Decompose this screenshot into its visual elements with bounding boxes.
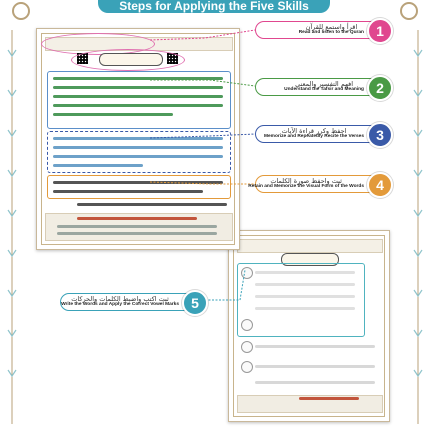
writing-line <box>255 283 355 286</box>
skill-english-text: Retain and Memorize the Visual Form of the Words <box>248 184 364 190</box>
left-border-ornament-icon <box>6 30 18 424</box>
verse-line <box>53 146 223 149</box>
writing-line <box>255 381 375 384</box>
verse-line <box>53 104 223 107</box>
skill-arabic-text: احفظ وكرر قراءة الآيات <box>281 126 347 135</box>
verse-line <box>53 77 223 80</box>
corner-ornament-icon <box>12 2 30 20</box>
verse-box-retain <box>47 175 231 199</box>
skill-english-text: Write the Words and Apply the Correct Vowel Marks <box>61 302 179 308</box>
writing-line <box>255 345 375 348</box>
verse-number-marker <box>241 361 253 373</box>
writing-line <box>255 307 355 310</box>
skill-arabic-text: ثبت واحفظ صورة الكلمات <box>270 176 342 185</box>
skill-arabic-text: اقرأ واستمع للقرآن <box>305 22 358 31</box>
verse-number-marker <box>241 341 253 353</box>
verse-line <box>53 95 223 98</box>
skill-number-badge: 2 <box>367 75 393 101</box>
skill-english-text: Read and listen to the Quran <box>298 30 364 36</box>
verse-line <box>53 164 143 167</box>
verse-number-marker <box>241 267 253 279</box>
writing-line <box>255 271 355 274</box>
skill-label-3 <box>255 125 385 143</box>
skill-english-text: Understand the Tafsir and Meaning <box>284 87 364 93</box>
banner-title: Steps for Applying the Five Skills <box>98 0 330 13</box>
skill-number-badge: 5 <box>182 290 208 316</box>
workbook-page-writing <box>228 230 390 422</box>
highlight-ring-qr <box>71 49 185 71</box>
footer-text-line <box>57 232 217 235</box>
skill-label-2 <box>255 78 385 96</box>
corner-ornament-icon <box>400 2 418 20</box>
skill-arabic-text: ثبت اكتب واضبط الكلمات والحركات <box>71 294 169 303</box>
writing-area-box <box>237 263 365 337</box>
verse-line <box>53 137 223 140</box>
verse-line <box>53 190 203 193</box>
verse-line <box>53 181 223 184</box>
skill-number-badge: 1 <box>367 18 393 44</box>
writing-line <box>255 365 375 368</box>
page-header-row <box>237 239 383 253</box>
verse-line <box>77 203 227 206</box>
skill-arabic-text: افهم التفسير والمعنى <box>295 79 354 88</box>
footer-text-line <box>77 217 197 220</box>
skill-number-badge: 3 <box>367 122 393 148</box>
skill-number-badge: 4 <box>367 172 393 198</box>
skill-label-5 <box>60 293 200 311</box>
right-border-ornament-icon <box>412 30 424 424</box>
workbook-page-reading <box>36 28 240 250</box>
footer-text-line <box>57 225 217 228</box>
verse-line <box>53 155 223 158</box>
verse-line <box>53 86 223 89</box>
top-bar <box>0 0 430 22</box>
footer-text-line <box>299 397 359 400</box>
skill-label-1 <box>255 21 385 39</box>
skill-english-text: Memorize and Repeatedly Recite the Verses <box>264 134 364 140</box>
writing-line <box>255 295 355 298</box>
skill-label-4 <box>248 175 385 193</box>
verse-line <box>53 113 173 116</box>
verse-number-marker <box>241 319 253 331</box>
